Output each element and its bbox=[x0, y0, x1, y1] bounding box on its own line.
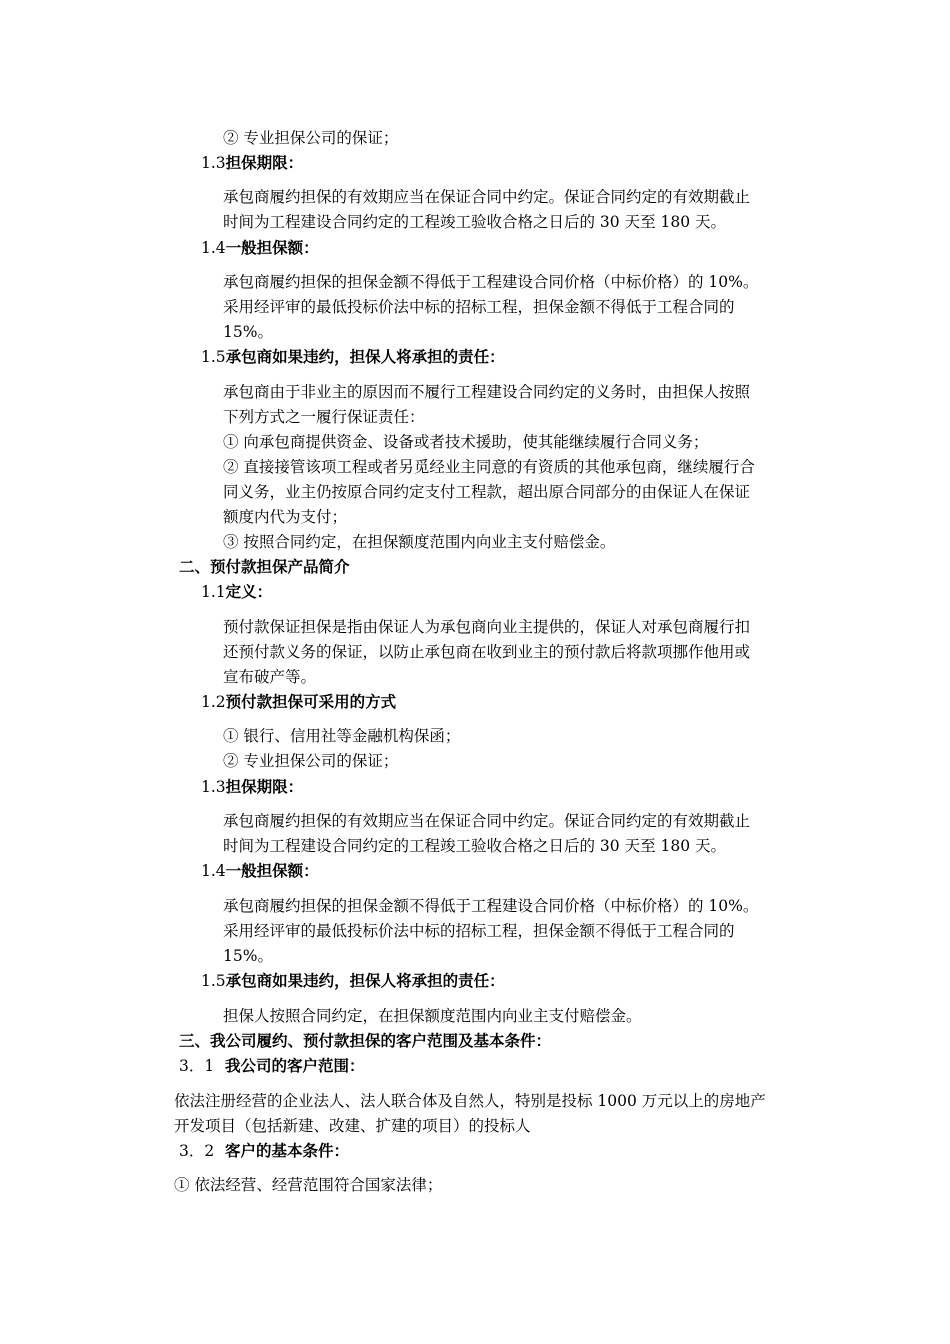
chapter-heading: 三、我公司履约、预付款担保的客户范围及基本条件： bbox=[179, 1031, 552, 1050]
section-title: 客户的基本条件： bbox=[225, 1141, 350, 1160]
list-item: ② 专业担保公司的保证； bbox=[223, 752, 399, 770]
list-item: ① 依法经营、经营范围符合国家法律； bbox=[174, 1176, 443, 1194]
paragraph-line: 15%。 bbox=[223, 323, 273, 341]
section-heading bbox=[201, 861, 319, 881]
paragraph-line: 还预付款义务的保证，以防止承包商在收到业主的预付款后将款项挪作他用或 bbox=[223, 643, 751, 661]
section-heading bbox=[201, 777, 303, 797]
paragraph-line: 采用经评审的最低投标价法中标的招标工程，担保金额不得低于工程合同的 bbox=[223, 298, 735, 316]
section-title: 承包商如果违约，担保人将承担的责任： bbox=[225, 347, 505, 366]
section-number: 1.4 bbox=[201, 862, 226, 880]
section-title: 担保期限： bbox=[225, 777, 304, 796]
section-title: 担保期限： bbox=[225, 153, 304, 172]
paragraph-line: 担保人按照合同约定，在担保额度范围内向业主支付赔偿金。 bbox=[223, 1007, 642, 1025]
section-number: 1.3 bbox=[201, 154, 226, 172]
paragraph-line: 额度内代为支付； bbox=[223, 508, 348, 526]
list-item: ① 向承包商提供资金、设备或者技术援助，使其能继续履行合同义务； bbox=[223, 433, 709, 451]
paragraph-line: 时间为工程建设合同约定的工程竣工验收合格之日后的 30 天至 180 天。 bbox=[223, 213, 727, 231]
list-item: ① 银行、信用社等金融机构保函； bbox=[223, 727, 461, 745]
section-number: 1.4 bbox=[201, 239, 226, 257]
section-heading bbox=[201, 238, 319, 258]
paragraph-line: 承包商由于非业主的原因而不履行工程建设合同约定的义务时，由担保人按照 bbox=[223, 383, 751, 401]
section-number: 3．2 bbox=[179, 1142, 215, 1160]
paragraph-line: 承包商履约担保的担保金额不得低于工程建设合同价格（中标价格）的 10%。 bbox=[223, 273, 759, 291]
list-item: ③ 按照合同约定，在担保额度范围内向业主支付赔偿金。 bbox=[223, 533, 616, 551]
section-number: 1.3 bbox=[201, 778, 226, 796]
section-number: 3．1 bbox=[179, 1057, 215, 1075]
section-number: 1.1 bbox=[201, 583, 226, 601]
section-title: 定义： bbox=[225, 582, 273, 601]
paragraph-line: 同义务，业主仍按原合同约定支付工程款，超出原合同部分的由保证人在保证 bbox=[223, 483, 751, 501]
paragraph-line: 15%。 bbox=[223, 947, 273, 965]
section-number: 1.2 bbox=[201, 693, 226, 711]
guarantee-method-item: ② 专业担保公司的保证； bbox=[223, 129, 399, 147]
section-title: 承包商如果违约，担保人将承担的责任： bbox=[225, 971, 505, 990]
paragraph-line: 下列方式之一履行保证责任： bbox=[223, 408, 425, 426]
section-title: 一般担保额： bbox=[225, 861, 319, 880]
paragraph-line: 承包商履约担保的有效期应当在保证合同中约定。保证合同约定的有效期截止 bbox=[223, 188, 751, 206]
section-heading bbox=[201, 347, 505, 367]
section-heading bbox=[201, 153, 303, 173]
section-heading bbox=[201, 582, 272, 602]
section-heading bbox=[201, 692, 396, 712]
section-heading bbox=[179, 1056, 365, 1076]
section-number: 1.5 bbox=[201, 972, 226, 990]
section-title: 我公司的客户范围： bbox=[225, 1056, 365, 1075]
section-title: 一般担保额： bbox=[225, 238, 319, 257]
paragraph-line: 依法注册经营的企业法人、法人联合体及自然人，特别是投标 1000 万元以上的房地产 bbox=[174, 1092, 766, 1110]
paragraph-line: 开发项目（包括新建、改建、扩建的项目）的投标人 bbox=[174, 1117, 531, 1135]
section-number: 1.5 bbox=[201, 348, 226, 366]
paragraph-line: 宣布破产等。 bbox=[223, 668, 317, 686]
paragraph-line: 时间为工程建设合同约定的工程竣工验收合格之日后的 30 天至 180 天。 bbox=[223, 837, 727, 855]
paragraph-line: 预付款保证担保是指由保证人为承包商向业主提供的，保证人对承包商履行扣 bbox=[223, 618, 751, 636]
list-item: ② 直接接管该项工程或者另觅经业主同意的有资质的其他承包商，继续履行合 bbox=[223, 458, 755, 476]
section-title: 预付款担保可采用的方式 bbox=[225, 692, 397, 711]
chapter-heading: 二、预付款担保产品简介 bbox=[179, 557, 350, 576]
paragraph-line: 承包商履约担保的有效期应当在保证合同中约定。保证合同约定的有效期截止 bbox=[223, 812, 751, 830]
section-heading bbox=[201, 971, 505, 991]
paragraph-line: 承包商履约担保的担保金额不得低于工程建设合同价格（中标价格）的 10%。 bbox=[223, 897, 759, 915]
paragraph-line: 采用经评审的最低投标价法中标的招标工程，担保金额不得低于工程合同的 bbox=[223, 922, 735, 940]
section-heading bbox=[179, 1141, 349, 1161]
